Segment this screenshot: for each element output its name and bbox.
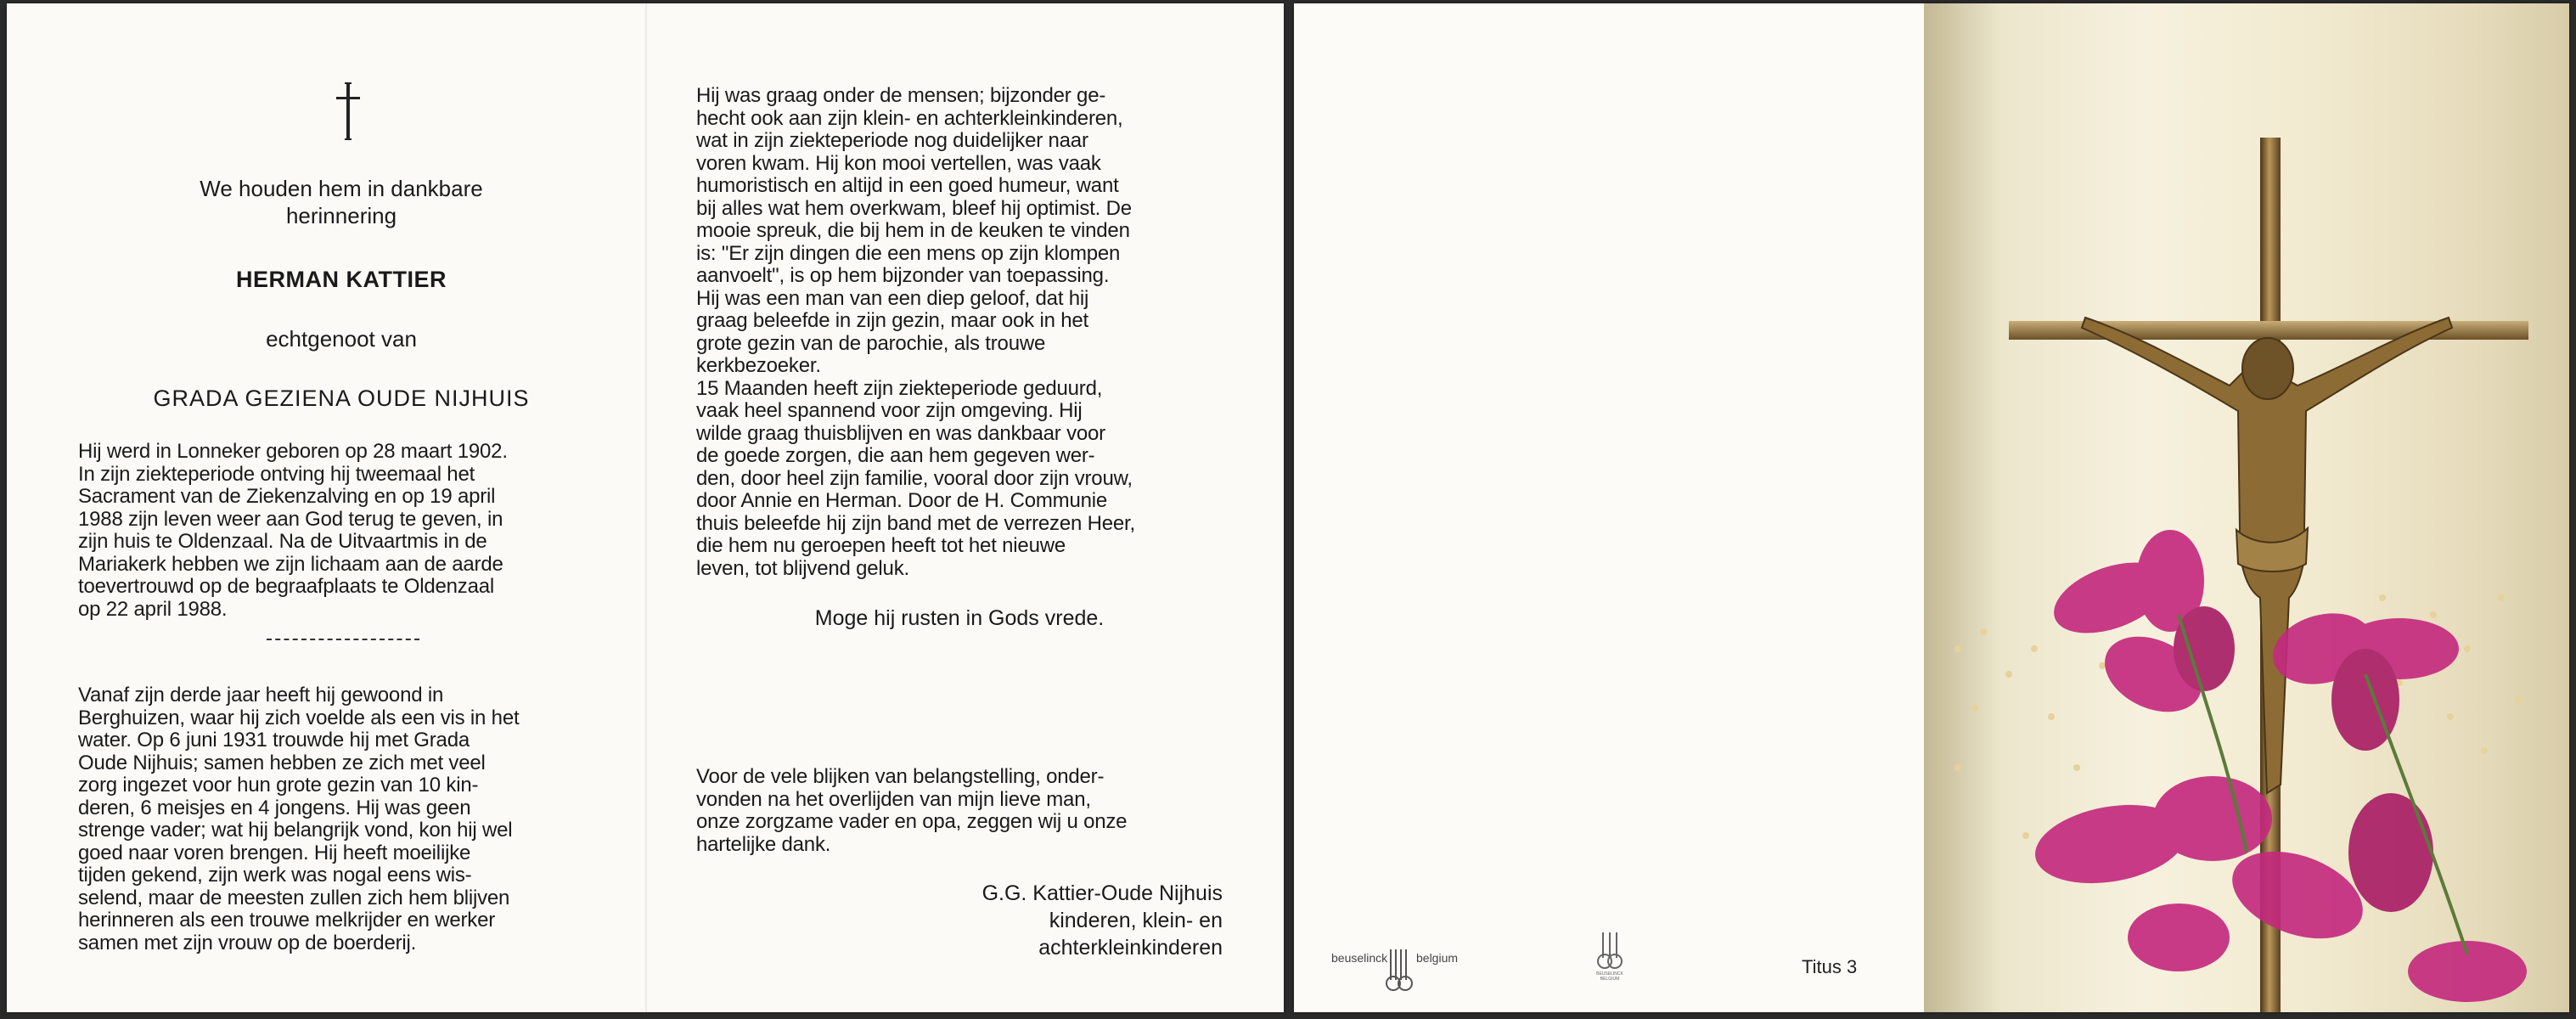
text-line: selend, maar de meesten zullen zich hem blijven <box>78 886 510 909</box>
latin-cross-icon <box>333 82 363 141</box>
text-line: In zijn ziekteperiode ontving hij tweemaal het <box>78 462 475 486</box>
text-line: humoristisch en altijd in een goed humeur, want <box>696 174 1119 197</box>
text-line: water. Op 6 juni 1931 trouwde hij met Grada <box>78 729 470 752</box>
print-code: Titus 3 <box>1802 956 1858 977</box>
biography-paragraph-3 <box>696 85 1223 580</box>
text-line: leven, tot blijvend geluk. <box>696 556 909 580</box>
text-line: den, door heel zijn familie, vooral door zijn vrouw, <box>696 466 1133 490</box>
text-line: herinneren als een trouwe melkrijder en werker <box>78 909 496 932</box>
text-line: tijden gekend, zijn werk was nogal eens wis- <box>78 864 472 887</box>
biography-paragraph-1 <box>78 441 605 621</box>
text-line: deren, 6 meisjes en 4 jongens. Hij was geen <box>78 796 471 819</box>
biography-paragraph-2 <box>78 684 605 954</box>
text-line: grote gezin van de parochie, als trouwe <box>696 331 1046 355</box>
dedication-line: herinnering <box>285 203 397 228</box>
text-line: goed naar voren brengen. Hij heeft moeilijke <box>78 841 471 864</box>
text-line: is: "Er zijn dingen die een mens op zijn klompen <box>696 241 1121 265</box>
text-line: wat in zijn ziekteperiode nog duidelijker naar <box>696 129 1088 152</box>
text-line: graag beleefde in zijn gezin, maar ook in het <box>696 309 1088 332</box>
deceased-name: HERMAN KATTIER <box>236 267 447 292</box>
text-line: Hij werd in Lonneker geboren op 28 maart 1902. <box>78 440 508 463</box>
text-line: Oude Nijhuis; samen hebben ze zich met veel <box>78 751 486 774</box>
text-line: 15 Maanden heeft zijn ziekteperiode geduurd, <box>696 376 1103 400</box>
card-fold-line <box>645 3 647 1012</box>
text-line: Berghuizen, waar hij zich voelde als een vis in het <box>78 706 520 729</box>
text-line: Voor de vele blijken van belangstelling, onder- <box>696 765 1105 788</box>
text-line: hartelijke dank. <box>696 832 831 856</box>
emblem-tiny-text: BEUSELINCK <box>1596 971 1623 977</box>
publisher-emblem-icon <box>1588 929 1632 982</box>
text-line: thuis beleefde hij zijn band met de verrezen Heer, <box>696 511 1135 535</box>
text-line: toevertrouwd op de begraafplaats te Oldenzaal <box>78 575 494 598</box>
text-line: strenge vader; wat hij belangrijk vond, kon hij wel <box>78 819 513 842</box>
crucifix-orchid-photo <box>1924 3 2569 1012</box>
signature-line: achterkleinkinderen <box>1038 936 1223 960</box>
text-line: kerkbezoeker. <box>696 354 821 377</box>
text-line: voren kwam. Hij kon mooi vertellen, was vaak <box>696 151 1101 175</box>
text-line: Hij was een man van een diep geloof, dat hij <box>696 286 1089 310</box>
text-line: zorg ingezet voor hun grote gezin van 10 kin- <box>78 774 479 797</box>
section-divider <box>267 639 419 640</box>
text-line: samen met zijn vrouw op de boerderij. <box>78 931 417 954</box>
family-signature <box>696 880 1223 961</box>
text-line: hecht ook aan zijn klein- en achterkleinkinderen, <box>696 106 1123 130</box>
text-line: Vanaf zijn derde jaar heeft hij gewoond in <box>78 684 444 707</box>
signature-line: G.G. Kattier-Oude Nijhuis <box>981 881 1223 905</box>
spouse-name: GRADA GEZIENA OUDE NIJHUIS <box>153 386 530 411</box>
text-line: 1988 zijn leven weer aan God terug te geven, in <box>78 507 503 531</box>
card-inside <box>7 3 1284 1012</box>
text-line: op 22 april 1988. <box>78 597 228 621</box>
text-line: Mariakerk hebben we zijn lichaam aan de aarde <box>78 552 503 576</box>
text-line: de goede zorgen, die aan hem gegeven wer- <box>696 444 1095 467</box>
text-line: door Annie en Herman. Door de H. Communie <box>696 489 1108 512</box>
card-outside <box>1294 3 2569 1012</box>
publisher-logo <box>1331 946 1467 997</box>
photo-illustration <box>1924 3 2569 1012</box>
text-line: wilde graag thuisblijven en was dankbaar voor <box>696 421 1105 445</box>
dedication-text <box>78 175 605 229</box>
text-line: bij alles wat hem overkwam, bleef hij optimist. De <box>696 196 1132 220</box>
thanks-paragraph <box>696 766 1223 856</box>
text-line: onze zorgzame vader en opa, zeggen wij u onze <box>696 810 1128 833</box>
text-line: aanvoelt", is op hem bijzonder van toepassing. <box>696 264 1110 287</box>
dedication-line: We houden hem in dankbare <box>200 176 483 201</box>
text-line: Sacrament van de Ziekenzalving en op 19 april <box>78 485 496 508</box>
text-line: mooie spreuk, die bij hem in de keuken te vinden <box>696 219 1130 242</box>
text-line: Hij was graag onder de mensen; bijzonder ge- <box>696 84 1106 107</box>
signature-line: kinderen, klein- en <box>1049 909 1223 932</box>
corpus-figure <box>2082 318 2452 793</box>
publisher-country: belgium <box>1416 951 1459 965</box>
emblem-tiny-text: BELGIUM <box>1600 977 1620 982</box>
text-line: zijn huis te Oldenzaal. Na de Uitvaartmis in de <box>78 530 487 553</box>
publisher-logo-icon <box>1384 946 1415 995</box>
text-line: vaak heel spannend voor zijn omgeving. Hij <box>696 399 1083 422</box>
publisher-name: beuselinck <box>1331 951 1388 965</box>
text-line: vonden na het overlijden van mijn lieve man, <box>696 787 1091 811</box>
spouse-label: echtgenoot van <box>266 326 417 352</box>
text-line: die hem nu geroepen heeft tot het nieuwe <box>696 534 1066 557</box>
rest-in-peace-line: Moge hij rusten in Gods vrede. <box>814 606 1105 630</box>
